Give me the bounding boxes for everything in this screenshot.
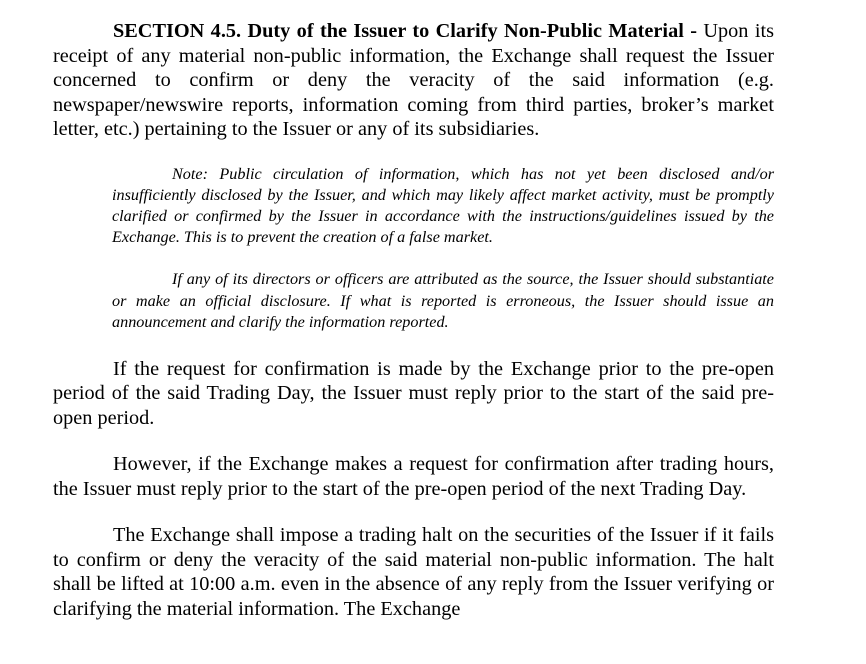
note-paragraph: Note: Public circulation of information, which has not yet been disclosed and/or insufficiently disclosed by the Issuer, and which may likely affect market activity, must be promptly clarified or confirmed by the Issuer in accordance with the instructions/guidelines issued by the Exchange. This is to prevent the creation of a false market. [112,164,774,247]
body-paragraph: If the request for confirmation is made by the Exchange prior to the pre-open period of the said Trading Day, the Issuer must reply prior to the start of the said pre-open period. [53,357,774,429]
body-paragraph: However, if the Exchange makes a request for confirmation after trading hours, the Issuer must reply prior to the start of the pre-open period of the next Trading Day. [53,453,774,500]
document-page [53,19,774,621]
notes-block [112,164,774,333]
body-paragraph: The Exchange shall impose a trading halt on the securities of the Issuer if it fails to confirm or deny the veracity of the said material non-public information. The halt shall be lifted at 10:00 a.m. even in the absence of any reply from the Issuer verifying or clarifying the material information. The Exchange [53,524,774,620]
section-intro-text: Upon its receipt of any material non-public information, the Exchange shall request the Issuer concerned to confirm or deny the veracity of the said information (e.g. newspaper/newswire reports, information coming from third parties, broker’s market letter, etc.) pertaining to the Issuer or any of its subsidiaries. [53,20,774,140]
section-heading: SECTION 4.5. Duty of the Issuer to Clarify Non-Public Material - [113,20,697,42]
note-paragraph: If any of its directors or officers are attributed as the source, the Issuer should substantiate or make an official disclosure. If what is reported is erroneous, the Issuer should issue an announcement and clarify the information reported. [112,270,774,331]
section-paragraph [53,19,774,142]
